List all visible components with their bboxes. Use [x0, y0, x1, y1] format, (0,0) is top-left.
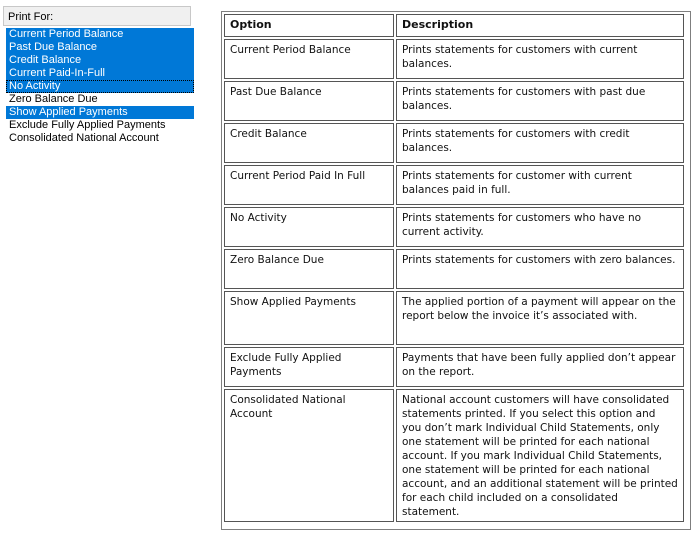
description-cell: Prints statements for customers who have no current activity.: [396, 207, 684, 247]
table-row: [224, 291, 684, 345]
table-row: [224, 123, 684, 163]
option-cell: Past Due Balance: [224, 81, 394, 121]
option-cell: Show Applied Payments: [224, 291, 394, 345]
options-table-frame: [221, 11, 691, 530]
options-table: [222, 12, 686, 524]
list-item-no-activity[interactable]: No Activity: [6, 80, 194, 93]
option-cell: Zero Balance Due: [224, 249, 394, 289]
list-item-past-due-balance[interactable]: Past Due Balance: [6, 41, 194, 54]
description-cell: Payments that have been fully applied don’t appear on the report.: [396, 347, 684, 387]
list-item-current-period-balance[interactable]: Current Period Balance: [6, 28, 194, 41]
print-for-listbox[interactable]: [6, 28, 194, 145]
table-row: [224, 39, 684, 79]
option-cell: Credit Balance: [224, 123, 394, 163]
description-cell: Prints statements for customers with credit balances.: [396, 123, 684, 163]
description-cell: Prints statements for customers with current balances.: [396, 39, 684, 79]
option-cell: Consolidated National Account: [224, 389, 394, 522]
list-item-current-paid-in-full[interactable]: Current Paid-In-Full: [6, 67, 194, 80]
description-column-header: Description: [396, 14, 684, 37]
description-cell: Prints statements for customers with zero balances.: [396, 249, 684, 289]
option-cell: No Activity: [224, 207, 394, 247]
table-row: [224, 207, 684, 247]
table-row: [224, 249, 684, 289]
table-row: [224, 389, 684, 522]
print-for-panel: [3, 6, 191, 152]
description-cell: National account customers will have consolidated statements printed. If you select this option and you don’t mark Individual Child Statements, only one statement will be printed for each national account. If you mark Individual Child Statements, one statement will be printed for each national account, and an additional statement will be printed for each child included on a consolidated statement.: [396, 389, 684, 522]
table-row: [224, 347, 684, 387]
description-cell: Prints statements for customers with past due balances.: [396, 81, 684, 121]
option-cell: Current Period Balance: [224, 39, 394, 79]
option-cell: Current Period Paid In Full: [224, 165, 394, 205]
list-item-consolidated-national-account[interactable]: Consolidated National Account: [9, 132, 159, 144]
list-item-credit-balance[interactable]: Credit Balance: [6, 54, 194, 67]
description-cell: Prints statements for customer with current balances paid in full.: [396, 165, 684, 205]
print-for-label: Print For:: [3, 6, 191, 26]
table-header-row: [224, 14, 684, 37]
option-column-header: Option: [224, 14, 394, 37]
option-cell: Exclude Fully Applied Payments: [224, 347, 394, 387]
table-row: [224, 165, 684, 205]
list-item-exclude-fully-applied-payments[interactable]: Exclude Fully Applied Payments: [9, 119, 166, 131]
list-item-zero-balance-due[interactable]: Zero Balance Due: [9, 93, 98, 105]
list-item-show-applied-payments[interactable]: Show Applied Payments: [6, 106, 194, 119]
table-row: [224, 81, 684, 121]
description-cell: The applied portion of a payment will appear on the report below the invoice it’s associated with.: [396, 291, 684, 345]
